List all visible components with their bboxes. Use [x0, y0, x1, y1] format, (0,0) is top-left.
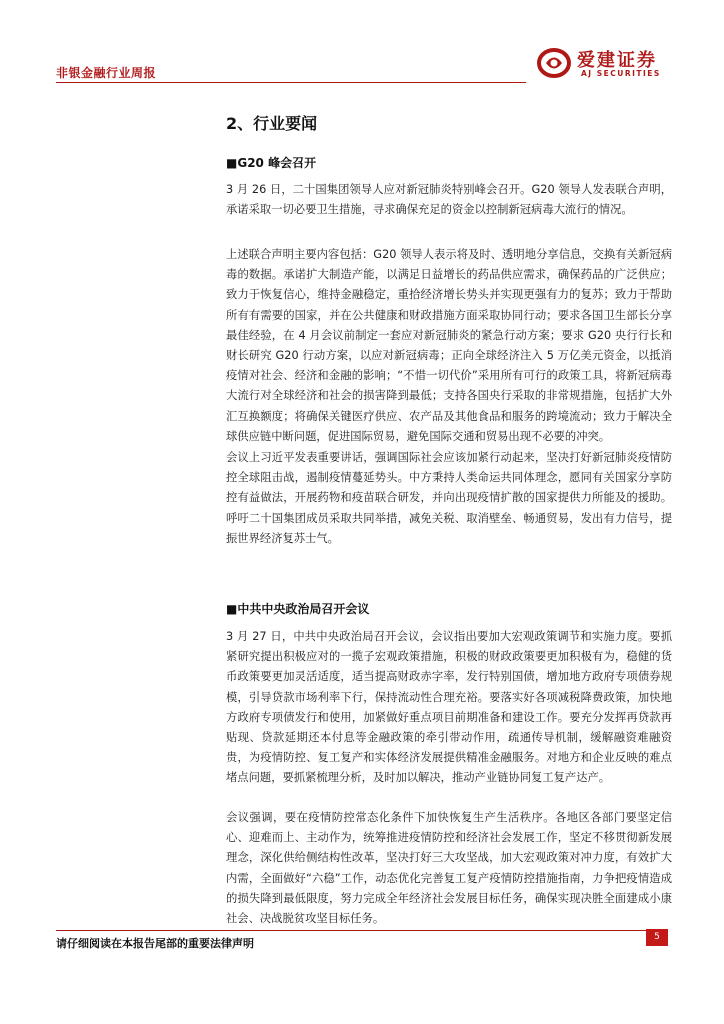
news-g20-paragraph-1: 3 月 26 日，二十国集团领导人应对新冠肺炎特别峰会召开。G20 领导人发表联合声明，承诺采取一切必要卫生措施，寻求确保充足的资金以控制新冠病毒大流行的情况。 [226, 183, 672, 217]
news-heading-g20: ■G20 峰会召开 [226, 156, 317, 170]
logo-chinese-name: 爱建证券 [577, 50, 657, 71]
report-category-title: 非银金融行业周报 [56, 66, 157, 80]
page-number-badge: 5 [646, 929, 668, 946]
section-title: 2、行业要闻 [226, 114, 318, 133]
footer-divider [56, 930, 668, 931]
news-politburo-paragraph-2: 会议强调，要在疫情防控常态化条件下加快恢复生产生活秩序。各地区各部门要坚定信心、迎难而上、主动作为，统筹推进疫情防控和经济社会发展工作，坚定不移贯彻新发展理念，深化供给侧结构性改革，坚决打好三大攻坚战，加大宏观政策对冲力度，有效扩大内需，全面做好“六稳”工作，动态优化完善复工复产疫情防控措施指南，力争把疫情造成的损失降到最低限度，努力完成全年经济社会发展目标任务，确保实现决胜全面建成小康社会、决战脱贫攻坚目标任务。 [226, 811, 672, 926]
logo-mark-icon [537, 48, 571, 78]
legal-disclaimer-notice: 请仔细阅读在本报告尾部的重要法律声明 [56, 937, 254, 950]
logo-english-name: AJ SECURITIES [581, 69, 661, 78]
news-heading-politburo: ■中共中央政治局召开会议 [226, 602, 370, 616]
news-g20-paragraph-2: 上述联合声明主要内容包括：G20 领导人表示将及时、透明地分享信息，交换有关新冠病毒的数据。承诺扩大制造产能，以满足日益增长的药品供应需求，确保药品的广泛供应；致力于恢复信心，维持金融稳定，重拾经济增长势头并实现更强有力的复苏；致力于帮助所有有需要的国家，并在公共健康和财政措施方面采取协同行动；要求各国卫生部长分享最佳经验，在 4 月会议前制定一套应对新冠肺炎的紧急行动方案；要求 G20 央行行长和财长研究 G20 行动方案，以应对新冠病毒；正向全球经济注入 5 万亿美元资金，以抵消疫情对社会、经济和金融的影响；“不惜一切代价”采用所有可行的政策工具，将新冠病毒大流行对全球经济和社会的损害降到最低；支持各国央行采取的非常规措施，包括扩大外汇互换额度；将确保关键医疗供应、农产品及其他食品和服务的跨境流动；致力于解决全球供应链中断问题，促进国际贸易，避免国际交通和贸易出现不必要的冲突。 [226, 248, 672, 443]
company-logo [537, 44, 677, 84]
header-divider [56, 82, 526, 83]
news-politburo-paragraph-1: 3 月 27 日，中共中央政治局召开会议，会议指出要加大宏观政策调节和实施力度。要抓紧研究提出积极应对的一揽子宏观政策措施，积极的财政政策要更加积极有为，稳健的货币政策要更加灵活适度，适当提高财政赤字率，发行特别国债，增加地方政府专项债券规模，引导贷款市场利率下行，保持流动性合理充裕。要落实好各项减税降费政策，加快地方政府专项债发行和使用，加紧做好重点项目前期准备和建设工作。要充分发挥再贷款再贴现、贷款延期还本付息等金融政策的牵引带动作用，疏通传导机制，缓解融资难融资贵，为疫情防控、复工复产和实体经济发展提供精准金融服务。对地方和企业反映的难点堵点问题，要抓紧梳理分析，及时加以解决，推动产业链协同复工复产达产。 [226, 630, 672, 785]
news-g20-paragraph-3: 会议上习近平发表重要讲话，强调国际社会应该加紧行动起来，坚决打好新冠肺炎疫情防控全球阻击战，遏制疫情蔓延势头。中方秉持人类命运共同体理念，愿同有关国家分享防控有益做法，开展药物和疫苗联合研发，并向出现疫情扩散的国家提供力所能及的援助。呼吁二十国集团成员采取共同举措，减免关税、取消壁垒、畅通贸易，发出有力信号，提振世界经济复苏士气。 [226, 451, 672, 545]
